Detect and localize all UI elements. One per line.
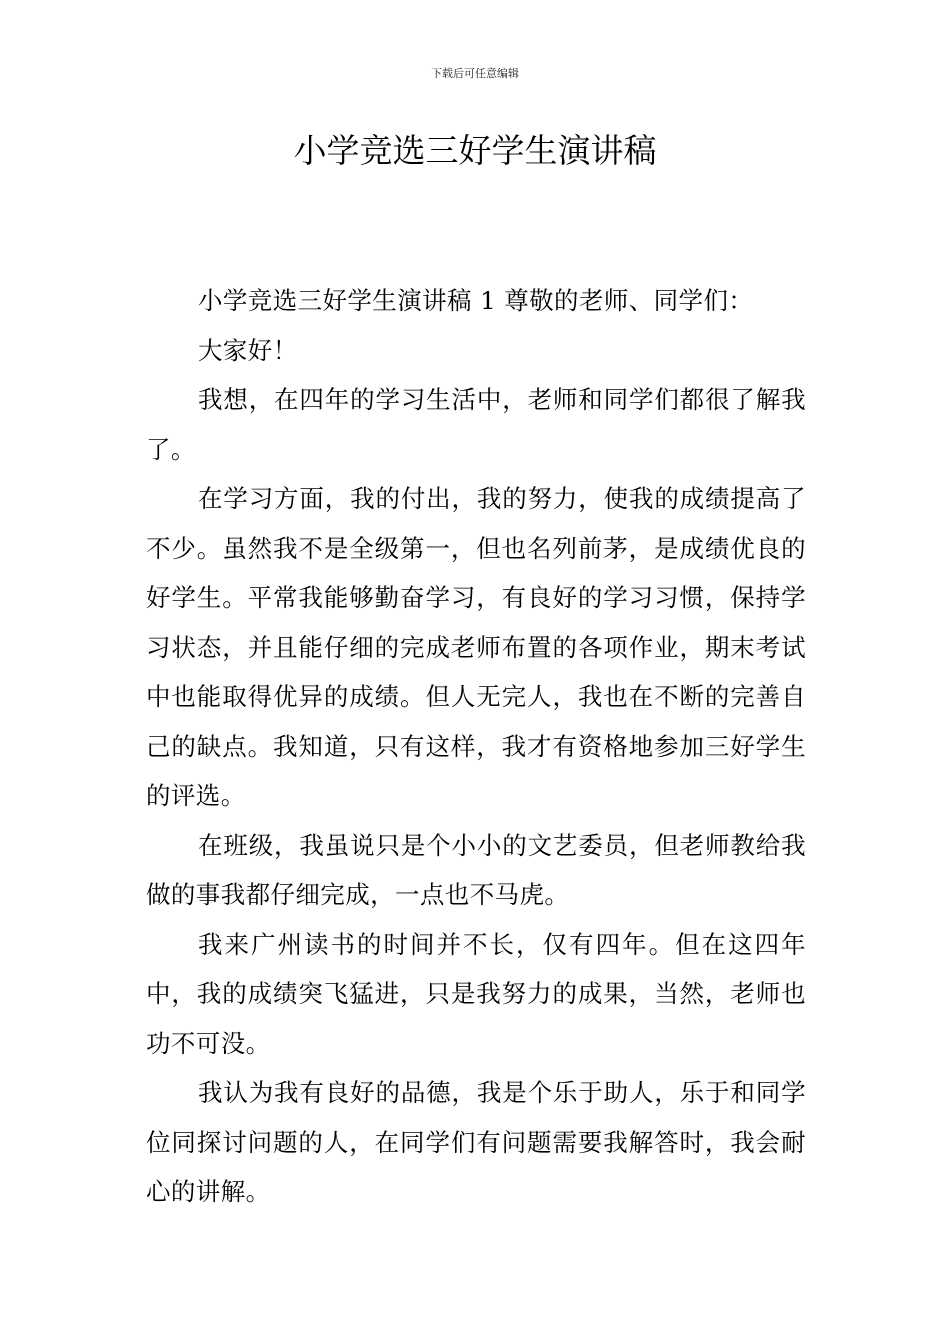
document-title: 小学竞选三好学生演讲稿	[293, 131, 657, 170]
paragraph-intro: 我想，在四年的学习生活中，老师和同学们都很了解我了。	[146, 385, 806, 464]
paragraph-character: 我认为我有良好的品德，我是个乐于助人，乐于和同学位同探讨问题的人，在同学们有问题需要我解答时，我会耐心的讲解。	[146, 1078, 806, 1206]
header-note: 下载后可任意编辑	[431, 67, 519, 80]
paragraph-greeting-line: 小学竞选三好学生演讲稿 1 尊敬的老师、同学们：	[198, 286, 754, 315]
paragraph-guangzhou: 我来广州读书的时间并不长，仅有四年。但在这四年中，我的成绩突飞猛进，只是我努力的成果，当然，老师也功不可没。	[146, 929, 806, 1058]
paragraph-study: 在学习方面，我的付出，我的努力，使我的成绩提高了不少。虽然我不是全级第一，但也名列前茅，是成绩优良的好学生。平常我能够勤奋学习，有良好的学习习惯，保持学习状态，并且能仔细的完成老师布置的各项作业，期末考试中也能取得优异的成绩。但人无完人，我也在不断的完善自己的缺点。我知道，只有这样，我才有资格地参加三好学生的评选。	[146, 484, 806, 810]
paragraph-class-role: 在班级，我虽说只是个小小的文艺委员，但老师教给我做的事我都仔细完成，一点也不马虎。	[146, 830, 806, 909]
paragraph-hello: 大家好！	[198, 335, 298, 365]
document-body	[146, 276, 806, 1217]
